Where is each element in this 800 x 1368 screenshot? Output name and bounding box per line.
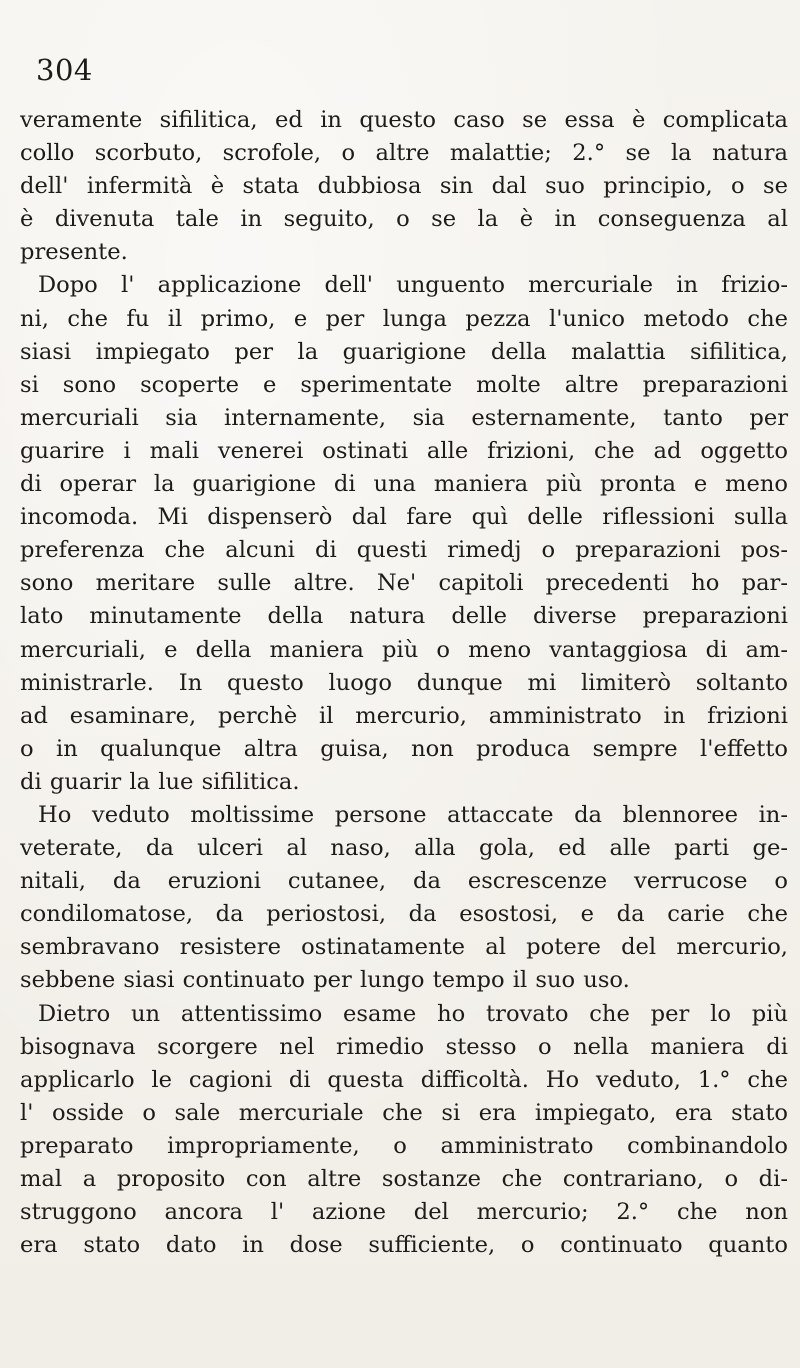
- text-line: applicarlo le cagioni di questa difficoltà. Ho veduto, 1.° che: [20, 1066, 788, 1093]
- text-line: sembravano resistere ostinatamente al potere del mercurio,: [20, 934, 788, 961]
- text-line: mal a proposito con altre sostanze che contrariano, o di-: [20, 1166, 788, 1192]
- text-line: o in qualunque altra guisa, non produca sempre l'effetto: [20, 735, 788, 762]
- text-line: mercuriali sia internamente, sia esternamente, tanto per: [20, 404, 788, 431]
- text-line: mercuriali, e della maniera più o meno vantaggiosa di am-: [20, 636, 788, 663]
- text-line: si sono scoperte e sperimentate molte altre preparazioni: [20, 371, 788, 398]
- text-line: condilomatose, da periostosi, da esostosi, e da carie che: [20, 901, 788, 928]
- body-text: [20, 104, 788, 1262]
- paragraph-start-line: Dopo l' applicazione dell' unguento mercuriale in frizio-: [38, 272, 788, 299]
- text-line: sebbene siasi continuato per lungo tempo il suo uso.: [20, 967, 630, 994]
- page-number: 304: [36, 53, 93, 87]
- text-line: sono meritare sulle altre. Ne' capitoli precedenti ho par-: [20, 570, 788, 597]
- text-line: incomoda. Mi dispenserò dal fare quì delle riflessioni sulla: [20, 504, 788, 531]
- text-line: di operar la guarigione di una maniera più pronta e meno: [20, 471, 788, 498]
- text-line: bisognava scorgere nel rimedio stesso o nella maniera di: [20, 1033, 788, 1060]
- text-line: lato minutamente della natura delle diverse preparazioni: [20, 603, 788, 630]
- text-line: preferenza che alcuni di questi rimedj o preparazioni pos-: [20, 537, 788, 564]
- text-line: veterate, da ulceri al naso, alla gola, ed alle parti ge-: [20, 835, 788, 862]
- text-line: siasi impiegato per la guarigione della malattia sifilitica,: [20, 338, 788, 365]
- text-line: era stato dato in dose sufficiente, o continuato quanto: [20, 1232, 788, 1259]
- text-line: di guarir la lue sifilitica.: [20, 768, 300, 795]
- text-line: dell' infermità è stata dubbiosa sin dal suo principio, o se: [20, 173, 788, 200]
- text-line: ad esaminare, perchè il mercurio, amministrato in frizioni: [20, 702, 788, 729]
- text-line: ministrarle. In questo luogo dunque mi limiterò soltanto: [20, 669, 788, 696]
- paragraph-start-line: Ho veduto moltissime persone attaccate da blennoree in-: [38, 801, 788, 828]
- text-line: guarire i mali venerei ostinati alle frizioni, che ad oggetto: [20, 437, 788, 464]
- text-line: ni, che fu il primo, e per lunga pezza l'unico metodo che: [20, 305, 788, 332]
- text-line: presente.: [20, 239, 128, 266]
- text-line: nitali, da eruzioni cutanee, da escrescenze verrucose o: [20, 868, 788, 895]
- text-line: preparato impropriamente, o amministrato combinandolo: [20, 1132, 788, 1159]
- text-line: l' osside o sale mercuriale che si era impiegato, era stato: [20, 1099, 788, 1126]
- paragraph-start-line: Dietro un attentissimo esame ho trovato che per lo più: [38, 1000, 788, 1027]
- text-line: veramente sifilitica, ed in questo caso se essa è complicata: [20, 107, 788, 133]
- text-line: collo scorbuto, scrofole, o altre malattie; 2.° se la natura: [20, 140, 788, 167]
- text-line: è divenuta tale in seguito, o se la è in conseguenza al: [20, 206, 788, 233]
- text-line: struggono ancora l' azione del mercurio; 2.° che non: [20, 1199, 788, 1226]
